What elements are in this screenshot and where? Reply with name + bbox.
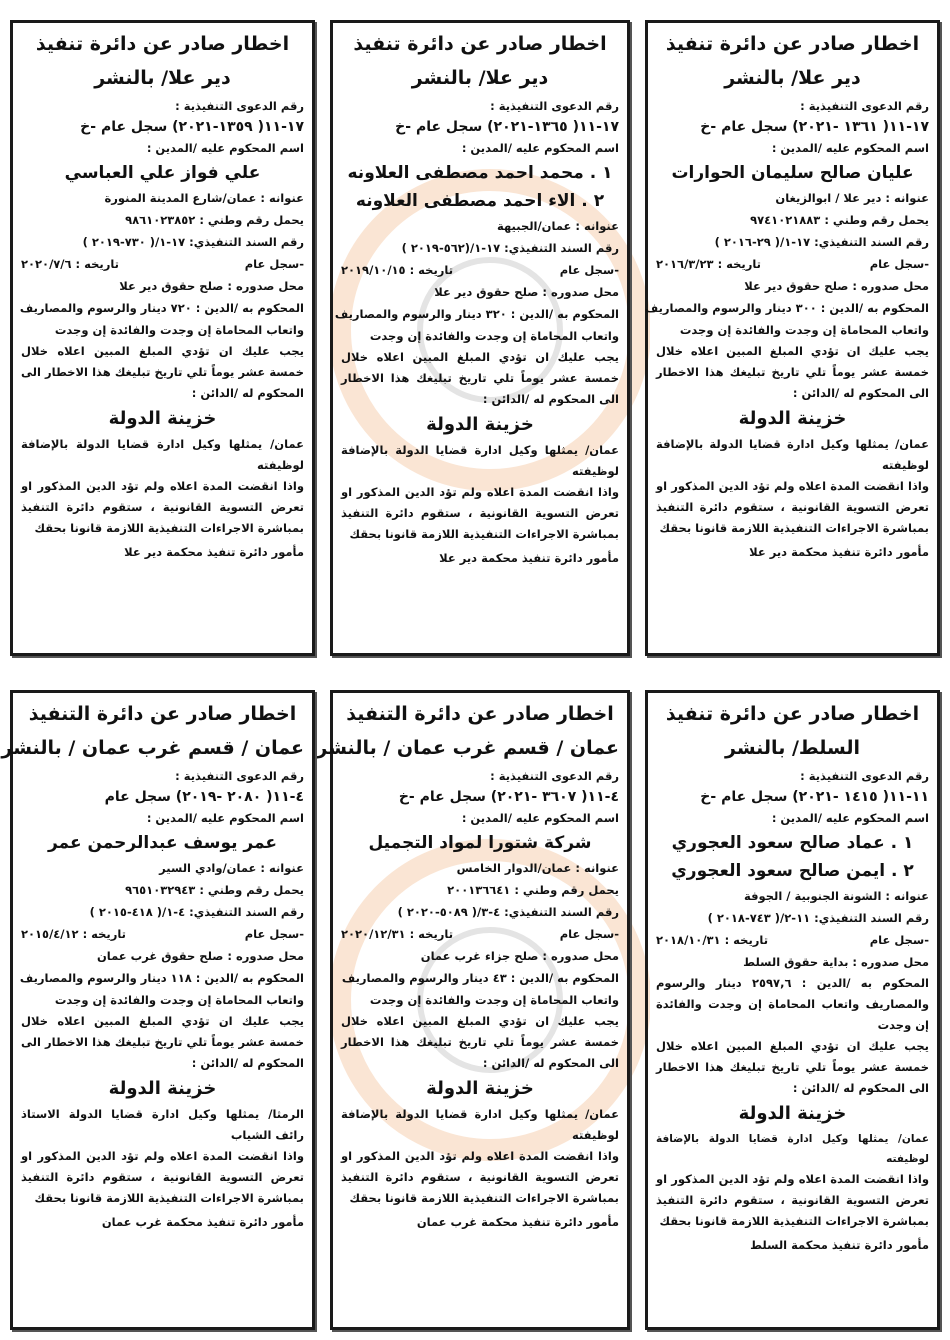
payment-instruction: يجب عليك ان تؤدي المبلغ المبين اعلاه خلال خمسة عشر يوماً تلي تاريخ تبليغك هذا الاخطار الى المحكوم له /الدائن : — [656, 1039, 929, 1095]
signature: مأمور دائرة تنفيذ محكمة دير علا — [439, 551, 619, 565]
case-number: ١٧-١١( ١٣٦١ -٢٠٢١) سجل عام -خ — [700, 119, 929, 135]
creditor-name: خزينة الدولة — [426, 1078, 534, 1099]
notice-title: اخطار صادر عن دائرة التنفيذ — [346, 703, 614, 725]
bond-date: ٢٠٢٠/١٢/٣١ — [341, 927, 406, 941]
notice-box — [10, 20, 315, 656]
payment-instruction: يجب عليك ان تؤدي المبلغ المبين اعلاه خلال خمسة عشر يوماً تلي تاريخ تبليغك هذا الاخطار الى المحكوم له /الدائن : — [341, 1014, 619, 1070]
case-label: رقم الدعوى التنفيذية : — [490, 769, 619, 783]
debtor-label: اسم المحكوم عليه /المدين : — [461, 141, 619, 155]
debtor-label: اسم المحكوم عليه /المدين : — [771, 141, 929, 155]
debtor-name: علي فواز علي العباسي — [64, 163, 261, 183]
creditor-representative: الرمثا/ يمثلها وكيل ادارة قضايا الدولة الاستاذ رائف الشياب — [21, 1107, 304, 1142]
date-label: تاريخه : — [409, 927, 454, 941]
signature: مأمور دائرة تنفيذ محكمة السلط — [750, 1238, 929, 1252]
creditor-representative: عمان/ يمثلها وكيل ادارة قضايا الدولة بالإضافة لوظيفته — [656, 437, 929, 472]
register-date-row — [341, 259, 619, 281]
bond-number: رقم السند التنفيذي: ٤-١/( ٤١٨-٢٠١٥ ) — [89, 905, 304, 919]
case-label: رقم الدعوى التنفيذية : — [490, 99, 619, 113]
debtor-name: ١ . عماد صالح سعود العجوري — [671, 833, 914, 853]
debtor-address: عنوانه : عمان/الجبيهة — [496, 219, 619, 233]
notice-box — [645, 690, 940, 1330]
payment-instruction: يجب عليك ان تؤدي المبلغ المبين اعلاه خلال خمسة عشر يوماً تلي تاريخ تبليغك هذا الاخطار الى المحكوم له /الدائن : — [656, 344, 929, 400]
date-label: تاريخه : — [82, 927, 127, 941]
case-label: رقم الدعوى التنفيذية : — [175, 769, 304, 783]
notice-title: عمان / قسم غرب عمان / بالنشر — [1, 737, 304, 759]
bond-date: ٢٠٢٠/٧/٦ — [21, 257, 72, 271]
creditor-representative: عمان/ يمثلها وكيل ادارة قضايا الدولة بالإضافة لوظيفته — [341, 1107, 619, 1142]
date-group — [656, 253, 761, 275]
debtor-label: اسم المحكوم عليه /المدين : — [146, 141, 304, 155]
issuing-court: محل صدوره : صلح حقوق دير علا — [119, 279, 304, 293]
case-label: رقم الدعوى التنفيذية : — [800, 769, 929, 783]
register-date-row — [341, 923, 619, 945]
date-group — [21, 923, 126, 945]
signature: مأمور دائرة تنفيذ محكمة دير علا — [749, 545, 929, 559]
date-group — [341, 923, 453, 945]
register-label: -سجل عام — [869, 933, 929, 947]
debtor-label: اسم المحكوم عليه /المدين : — [146, 811, 304, 825]
judgment-amount: المحكوم به /الدين : ٢٥٩٧,٦ دينار والرسوم والمصاريف واتعاب المحاماة إن وجدت والفائدة إن وجدت — [656, 976, 929, 1032]
notice-title: السلط/ بالنشر — [725, 737, 860, 759]
register-date-row — [656, 929, 929, 951]
bond-date: ٢٠١٥/٤/١٢ — [21, 927, 79, 941]
bond-number: رقم السند التنفيذي: ١٧-١/( ٢٩-٢٠١٦ ) — [714, 235, 929, 249]
warning-text: واذا انقضت المدة اعلاه ولم تؤد الدين المذكور او تعرض التسوية القانونية ، ستقوم دائرة التنفيذ بمباشرة الاجراءات التنفيذية اللازمة قانونا بحقك — [341, 485, 619, 541]
national-id: يحمل رقم وطني : ٩٧٤١٠٢١٨٨٣ — [750, 213, 929, 227]
fees-text: واتعاب المحاماة إن وجدت والفائدة إن وجدت — [679, 323, 929, 337]
register-label: -سجل عام — [869, 257, 929, 271]
payment-instruction: يجب عليك ان تؤدي المبلغ المبين اعلاه خلال خمسة عشر يوماً تلي تاريخ تبليغك هذا الاخطار الى المحكوم له /الدائن : — [21, 1014, 304, 1070]
notice-title: عمان / قسم غرب عمان / بالنشر — [316, 737, 619, 759]
case-number: ٤-١١( ٢٠٨٠ -٢٠١٩) سجل عام — [104, 789, 304, 805]
case-number: ١٧-١١( ١٣٥٩-٢٠٢١) سجل عام -خ — [80, 119, 304, 135]
bond-number: رقم السند التنفيذي: ١٧-١/(٥٦٢-٢٠١٩ ) — [401, 241, 619, 255]
bond-number: رقم السند التنفيذي: ١٧-١/( ٧٣٠-٢٠١٩ ) — [82, 235, 304, 249]
notice-title: اخطار صادر عن دائرة تنفيذ — [353, 33, 607, 55]
issuing-court: محل صدوره : صلح جزاء غرب عمان — [420, 949, 619, 963]
debtor-address: عنوانه : دير علا / ابوالزيغان — [775, 191, 929, 205]
debtor-address: عنوانه : عمان/وادي السير — [159, 861, 304, 875]
bond-date: ٢٠١٨/١٠/٣١ — [656, 933, 721, 947]
fees-text: واتعاب المحاماة إن وجدت والفائدة إن وجدت — [369, 329, 619, 343]
issuing-court: محل صدوره : صلح حقوق دير علا — [744, 279, 929, 293]
debtor-name: ١ . محمد احمد مصطفى العلاونه — [347, 163, 613, 183]
notice-title: اخطار صادر عن دائرة تنفيذ — [35, 33, 290, 55]
register-label: -سجل عام — [559, 263, 619, 277]
debtor-name: ٢ . ايمن صالح سعود العجوري — [671, 861, 914, 881]
issuing-court: محل صدوره : بداية حقوق السلط — [743, 955, 929, 969]
creditor-name: خزينة الدولة — [738, 1103, 847, 1124]
notice-title: اخطار صادر عن دائرة التنفيذ — [28, 703, 297, 725]
debtor-label: اسم المحكوم عليه /المدين : — [461, 811, 619, 825]
creditor-representative: عمان/ يمثلها وكيل ادارة قضايا الدولة بالإضافة لوظيفته — [21, 437, 304, 472]
debtor-address: عنوانه : الشونة الجنوبية / الجوفة — [744, 889, 929, 903]
notice-box — [1, 690, 315, 1330]
signature: مأمور دائرة تنفيذ محكمة دير علا — [124, 545, 304, 559]
case-number: ٤-١١( ٣٦٠٧ -٢٠٢١) سجل عام -خ — [398, 789, 619, 805]
debtor-name: عليان صالح سليمان الحوارات — [671, 163, 914, 183]
notice-title: دير علا/ بالنشر — [94, 67, 231, 89]
notice-title: اخطار صادر عن دائرة تنفيذ — [665, 703, 920, 725]
warning-text: واذا انقضت المدة اعلاه ولم تؤد الدين المذكور او تعرض التسوية القانونية ، ستقوم دائرة التنفيذ بمباشرة الاجراءات التنفيذية اللازمة قانونا بحقك — [21, 1149, 304, 1205]
national-id: يحمل رقم وطني : ٢٠٠١٣٦٦٤١ — [447, 883, 619, 897]
creditor-name: خزينة الدولة — [426, 414, 534, 435]
register-date-row — [21, 923, 304, 945]
creditor-name: خزينة الدولة — [738, 408, 847, 429]
date-group — [341, 259, 453, 281]
payment-instruction: يجب عليك ان تؤدي المبلغ المبين اعلاه خلال خمسة عشر يوماً تلي تاريخ تبليغك هذا الاخطار الى المحكوم له /الدائن : — [341, 350, 619, 406]
payment-instruction: يجب عليك ان تؤدي المبلغ المبين اعلاه خلال خمسة عشر يوماً تلي تاريخ تبليغك هذا الاخطار الى المحكوم له /الدائن : — [21, 344, 304, 400]
issuing-court: محل صدوره : صلح حقوق غرب عمان — [96, 949, 304, 963]
bond-number: رقم السند التنفيذي: ٤-٣/( ٥٠٨٩-٢٠٢٠ ) — [397, 905, 619, 919]
creditor-representative: عمان/ يمثلها وكيل ادارة قضايا الدولة بالإضافة لوظيفته — [656, 1133, 929, 1165]
debtor-name: ٢ . الاء احمد مصطفى العلاونه — [355, 191, 605, 211]
bond-date: ٢٠١٩/١٠/١٥ — [341, 263, 406, 277]
bond-date: ٢٠١٦/٣/٢٣ — [656, 257, 714, 271]
register-label: -سجل عام — [244, 927, 304, 941]
issuing-court: محل صدوره : صلح حقوق دير علا — [434, 285, 619, 299]
fees-text: واتعاب المحاماة إن وجدت والفائدة إن وجدت — [54, 323, 304, 337]
creditor-name: خزينة الدولة — [108, 1078, 217, 1099]
notice-title: اخطار صادر عن دائرة تنفيذ — [665, 33, 920, 55]
register-date-row — [656, 253, 929, 275]
date-label: تاريخه : — [724, 933, 769, 947]
case-label: رقم الدعوى التنفيذية : — [175, 99, 304, 113]
notice-box — [316, 690, 630, 1330]
warning-text: واذا انقضت المدة اعلاه ولم تؤد الدين المذكور او تعرض التسوية القانونية ، ستقوم دائرة التنفيذ بمباشرة الاجراءات التنفيذية اللازمة قانونا بحقك — [656, 1172, 929, 1228]
judgment-amount: المحكوم به /الدين : ٧٢٠ دينار والرسوم والمصاريف — [19, 301, 304, 315]
debtor-label: اسم المحكوم عليه /المدين : — [771, 811, 929, 825]
warning-text: واذا انقضت المدة اعلاه ولم تؤد الدين المذكور او تعرض التسوية القانونية ، ستقوم دائرة التنفيذ بمباشرة الاجراءات التنفيذية اللازمة قانونا بحقك — [341, 1149, 619, 1205]
warning-text: واذا انقضت المدة اعلاه ولم تؤد الدين المذكور او تعرض التسوية القانونية ، ستقوم دائرة التنفيذ بمباشرة الاجراءات التنفيذية اللازمة قانونا بحقك — [656, 479, 929, 535]
case-number: ١١-١١( ١٤١٥ -٢٠٢١) سجل عام -خ — [700, 789, 929, 805]
register-date-row — [21, 253, 304, 275]
creditor-name: خزينة الدولة — [108, 408, 217, 429]
notice-box — [330, 20, 630, 656]
notice-title: دير علا/ بالنشر — [724, 67, 861, 89]
debtor-address: عنوانه : عمان/شارع المدينة المنورة — [104, 191, 304, 205]
warning-text: واذا انقضت المدة اعلاه ولم تؤد الدين المذكور او تعرض التسوية القانونية ، ستقوم دائرة التنفيذ بمباشرة الاجراءات التنفيذية اللازمة قانونا بحقك — [21, 479, 304, 535]
bond-number: رقم السند التنفيذي: ١١-٢/( ٧٤٣-٢٠١٨ ) — [707, 911, 929, 925]
judgment-amount: المحكوم به /الدين : ٣٢٠ دينار والرسوم والمصاريف — [334, 307, 619, 321]
date-group — [656, 929, 768, 951]
register-label: -سجل عام — [244, 257, 304, 271]
date-label: تاريخه : — [717, 257, 762, 271]
fees-text: واتعاب المحاماة إن وجدت والفائدة إن وجدت — [54, 993, 304, 1007]
signature: مأمور دائرة تنفيذ محكمة غرب عمان — [101, 1215, 304, 1229]
national-id: يحمل رقم وطني : ٩٨٦١٠٢٣٨٥٢ — [125, 213, 304, 227]
debtor-name: شركة شتورا لمواد التجميل — [368, 833, 592, 853]
judgment-amount: المحكوم به /الدين : ٤٣ دينار والرسوم والمصاريف — [341, 971, 619, 985]
debtor-address: عنوانه : عمان/الدوار الخامس — [456, 861, 619, 875]
case-number: ١٧-١١( ١٣٦٥-٢٠٢١) سجل عام -خ — [395, 119, 619, 135]
creditor-representative: عمان/ يمثلها وكيل ادارة قضايا الدولة بالإضافة لوظيفته — [341, 443, 619, 478]
notice-title: دير علا/ بالنشر — [411, 67, 549, 89]
date-label: تاريخه : — [409, 263, 454, 277]
register-label: -سجل عام — [559, 927, 619, 941]
judgment-amount: المحكوم به /الدين : ٣٠٠ دينار والرسوم والمصاريف — [644, 301, 929, 315]
judgment-amount: المحكوم به /الدين : ١١٨ دينار والرسوم والمصاريف — [19, 971, 304, 985]
fees-text: واتعاب المحاماة إن وجدت والفائدة إن وجدت — [369, 993, 619, 1007]
debtor-name: عمر يوسف عبدالرحمن عمر — [47, 833, 278, 853]
national-id: يحمل رقم وطني : ٩٦٥١٠٣٢٩٤٣ — [125, 883, 304, 897]
date-group — [21, 253, 119, 275]
date-label: تاريخه : — [75, 257, 119, 271]
signature: مأمور دائرة تنفيذ محكمة غرب عمان — [416, 1215, 619, 1229]
notice-box — [645, 20, 940, 656]
case-label: رقم الدعوى التنفيذية : — [800, 99, 929, 113]
